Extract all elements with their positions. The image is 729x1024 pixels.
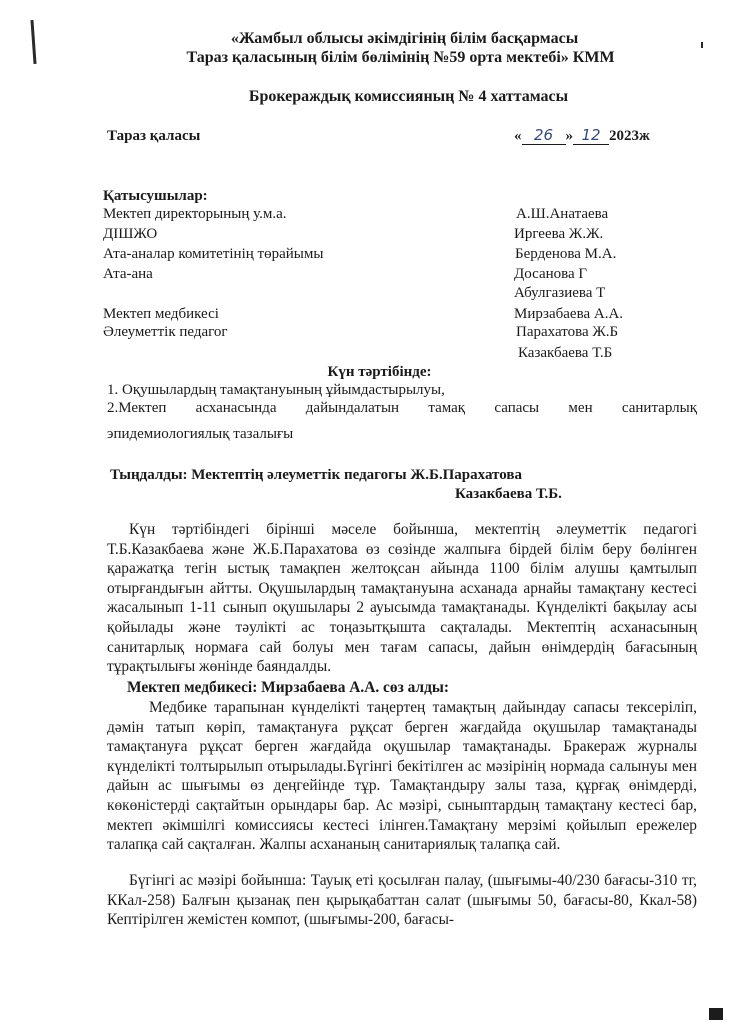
- participant-role: Мектеп медбикесі: [103, 306, 219, 322]
- paragraph-menu: Бүгінгі ас мәзірі бойынша: Тауық еті қосылған палау, (шығымы-40/230 бағасы-310 тг, ККал-258) Балғын қызанақ пен қырықабаттан салат (шығымы 50, бағасы-80, Ккал-58) Кептірілген жемістен компот, (шығымы-200, бағасы-: [107, 872, 697, 929]
- date-close-quote: »: [565, 128, 573, 144]
- header-line-1: «Жамбыл облысы әкімдігінің білім басқармасы: [230, 30, 579, 47]
- date-open-quote: «: [514, 128, 522, 144]
- participant-name: Казакбаева Т.Б: [518, 345, 613, 361]
- paragraph-nurse: Медбике тарапынан күнделікті таңертең тамақтың дайындау сапасы тексеріліп, дәмін татып көріп, тамақтануға рұқсат берген жағдайда оқушылар тамақтанады тамақтануға рұқсат берген жағдайда оқушылар тамақтанады. Бракераж журналы күнделікті толтырылып отырылады.Бүгінгі бекітілген ас мәзірінің нормада салынуы мен дайын ас шығымы өз деңгейінде тұр. Тамақтандыру залы таза, құрғақ өнімдерді, көкөністерді сақтайтын орындары бар. Ас мәзірі, сыныптардың тамақтану кестесі бар, мектеп әкімшілгі комиссиясы кестесі ілінген.Тамақтану мерзімі қойылып ережелер талапқа сай сақталған. Жалпы асхананың санитариялық талапқа сай.: [107, 699, 697, 854]
- participant-name: Досанова Г: [514, 266, 588, 282]
- date-year: 2023ж: [609, 128, 650, 144]
- header-line-2: Тараз қаласының білім бөлімінің №59 орта мектебі» КММ: [186, 49, 615, 66]
- agenda-item-2-cont: эпидемиологиялық тазалығы: [107, 426, 294, 442]
- date: [514, 126, 650, 145]
- paragraph-social-pedagogue: Күн тәртібіндегі бірінші мәселе бойынша, мектептің әлеуметтік педагогі Т.Б.Казакбаева және Ж.Б.Парахатова өз сөзінде жалпыға бірдей білім беру бөлінген қаражатқа тегін ыстық тамақпен желтоқсан айында 1100 білім алушы қамтылып отырғандығын айтты. Оқушылардың тамақтануына асханада арнайы тамақтану кестесі жасалынып 1-11 сынып оқушылары 2 ауысымда тамақтанады. Күнделікті бақылау асы қойылады және тәулікті ас тоңазытқышта сақталады. Мектептің асханасының санитарлық нормаға сай болуы мен тағам сапасы, дайын өнімдердің бағасының тұрақтылығы жөнінде баяндалды.: [107, 521, 697, 676]
- agenda-title: [0, 364, 729, 381]
- participant-name: Берденова М.А.: [515, 246, 617, 262]
- participant-role: Әлеуметтік педагог: [103, 324, 228, 340]
- heard-line-2: Казакбаева Т.Б.: [455, 486, 562, 502]
- participant-role: Ата-аналар комитетінің төрайымы: [103, 246, 324, 262]
- agenda-item-1: 1. Оқушылардың тамақтануының ұйымдастырылуы,: [107, 382, 445, 398]
- agenda-title-text: Күн тәртібінде:: [327, 364, 432, 380]
- participant-name: Мирзабаева А.А.: [514, 306, 624, 322]
- heard-line-1: Тыңдалды: Мектептің әлеуметтік педагогы Ж.Б.Парахатова: [110, 467, 522, 483]
- nurse-heading: Мектеп медбикесі: Мирзабаева А.А. сөз алды:: [127, 679, 449, 696]
- date-month: 12: [573, 126, 609, 145]
- participant-role: Мектеп директорының у.м.а.: [103, 206, 287, 222]
- participant-name: А.Ш.Анатаева: [516, 206, 609, 222]
- participants-title: Қатысушылар:: [103, 188, 208, 204]
- protocol-title: Брокераждық комиссияның № 4 хаттамасы: [248, 88, 569, 105]
- date-day: 26: [522, 126, 566, 145]
- participant-role: Ата-ана: [103, 266, 153, 282]
- participant-name: Парахатова Ж.Б: [516, 324, 619, 340]
- participant-name: Иргеева Ж.Ж.: [514, 226, 604, 242]
- agenda-item-2: 2.Мектеп асханасында дайындалатын тамақ сапасы мен санитарлық: [107, 400, 697, 416]
- participant-role: ДІШЖО: [103, 226, 158, 242]
- scan-artifact-corner: [709, 1008, 723, 1020]
- participant-name: Абулгазиева Т: [514, 285, 606, 301]
- place: Тараз қаласы: [107, 128, 201, 144]
